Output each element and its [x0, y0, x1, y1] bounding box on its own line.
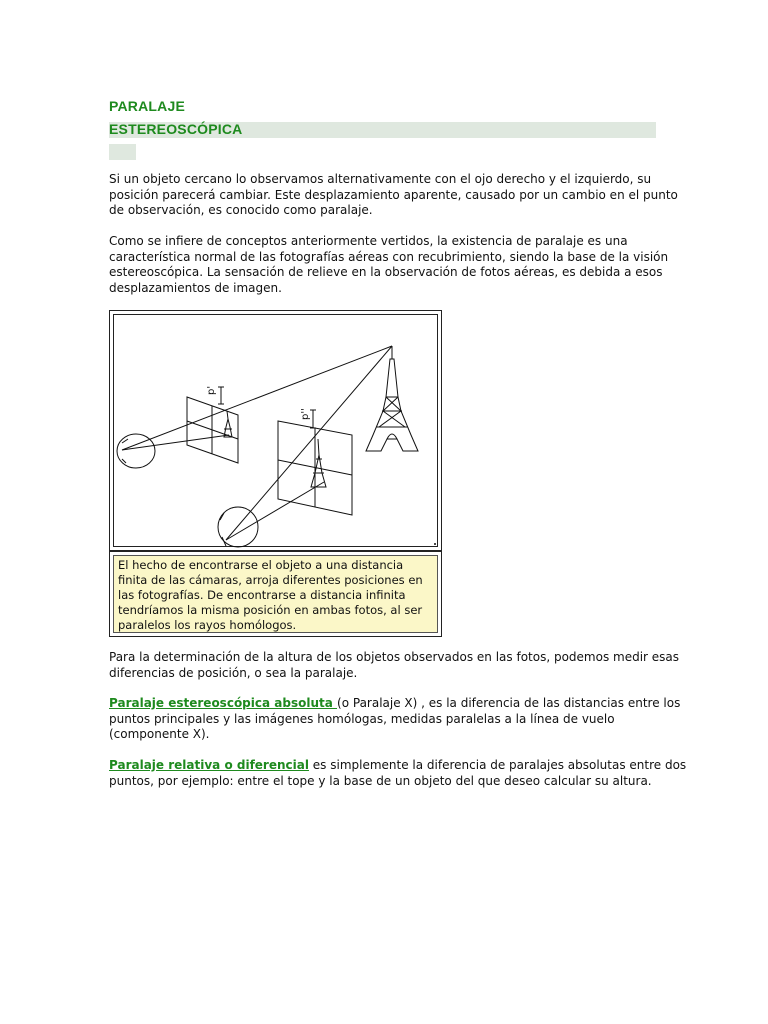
- left-eye-icon: [117, 434, 155, 468]
- parallax-diagram: [114, 315, 439, 548]
- figure-caption: El hecho de encontrarse el objeto a una distancia finita de las cámaras, arroja diferentes posiciones en las fotografías. De encontrarse a distancia infinita tendríamos la misma posición en ambas fotos, al ser paralelos los rayos homólogos.: [113, 555, 438, 633]
- decorative-box: [109, 144, 136, 160]
- figure-frame: [113, 314, 438, 547]
- ray-left-base: [122, 435, 229, 450]
- paragraph-intro: Si un objeto cercano lo observamos alternativamente con el ojo derecho y el izquierdo, su posición parecerá cambiar. Este desplazamiento aparente, causado por un cambio en el punto de observación, es conocido como paralaje.: [109, 172, 678, 217]
- paragraph-relative-text: es simplemente la diferencia de paralajes absolutas entre dos puntos, por ejemplo: entre el tope y la base de un objeto del que deseo calcular su altura.: [109, 758, 687, 788]
- link-relative-parallax[interactable]: Paralaje relativa o diferencial: [109, 758, 309, 772]
- tower-image-left: [224, 411, 232, 437]
- figure-caption-box: [109, 551, 442, 637]
- paragraph-relative: [109, 758, 689, 789]
- paragraph-height: Para la determinación de la altura de los objetos observados en las fotos, podemos medir esas diferencias de posición, o sea la paralaje.: [109, 650, 680, 680]
- parallax-figure: [109, 310, 442, 551]
- link-absolute-parallax[interactable]: Paralaje estereoscópica absoluta: [109, 696, 338, 710]
- paragraph-absolute: [109, 696, 689, 743]
- page-title: PARALAJE: [109, 98, 186, 114]
- tower-image-right: [311, 439, 326, 487]
- page-subtitle: ESTEREOSCÓPICA: [109, 121, 243, 137]
- paragraph-absolute-text: (o Paralaje X) , es la diferencia de las distancias entre los puntos principales y las imágenes homólogas, medidas paralelas a la línea de vuelo (componente X).: [109, 696, 681, 741]
- label-parallax-right: p'': [300, 408, 311, 420]
- eiffel-tower-icon: [366, 346, 418, 451]
- ray-right-eye: [226, 346, 392, 540]
- label-parallax-left: p': [206, 385, 217, 395]
- ray-right-base: [226, 482, 324, 540]
- paragraph-concept: Como se infiere de conceptos anteriormente vertidos, la existencia de paralaje es una característica normal de las fotografías aéreas con recubrimiento, siendo la base de la visión estereoscópica. La sensación de relieve en la observación de fotos aéreas, es debida a esos desplazamientos de imagen.: [109, 234, 669, 295]
